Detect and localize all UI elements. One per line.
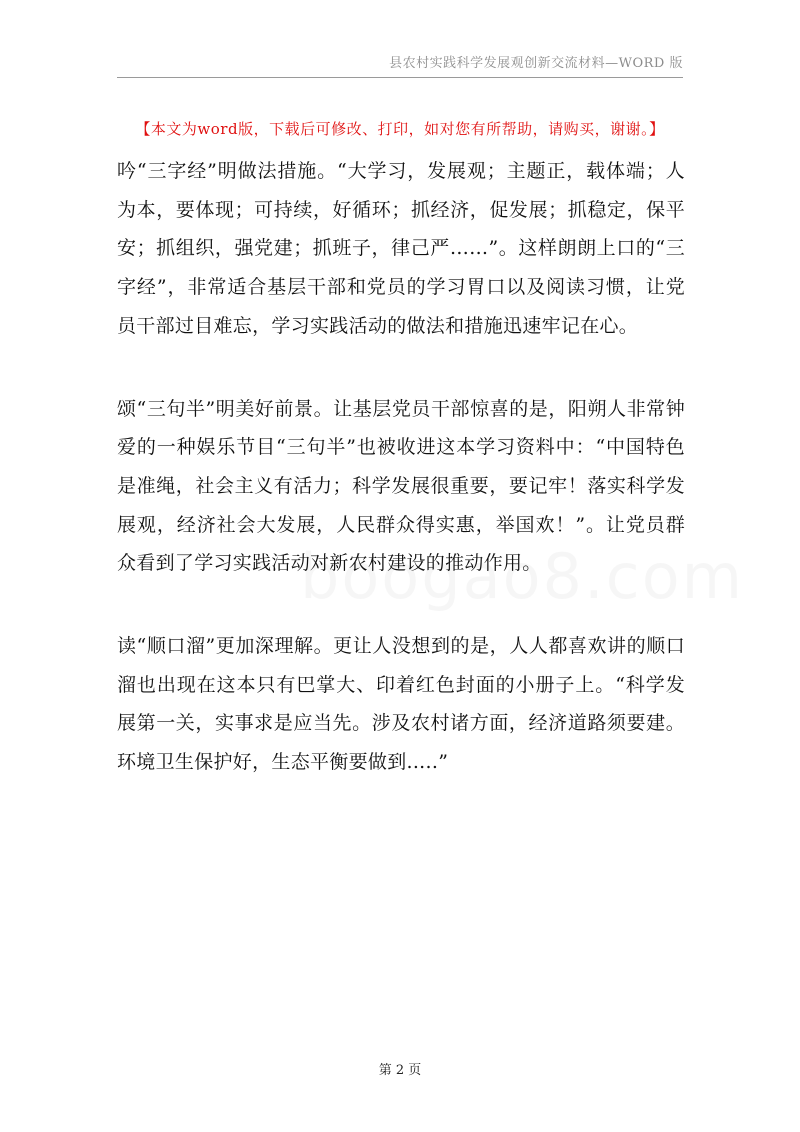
page-number: 第 2 页 <box>378 1063 422 1078</box>
paragraph-shunkouliu: 读“顺口溜”更加深理解。更让人没想到的是，人人都喜欢讲的顺口溜也出现在这本只有巴掌大、印着红色封面的小册子上。“科学发展第一关，实事求是应当先。涉及农村诸方面，经济道路须要建。环境卫生保护好，生态平衡要做到.....” <box>117 635 685 774</box>
paragraph-sanzijing: 吟“三字经”明做法措施。“大学习，发展观；主题正，载体端；人为本，要体现；可持续，好循环；抓经济，促发展；抓稳定，保平安；抓组织，强党建；抓班子，律己严……”。这样朗朗上口的“三字经”，非常适合基层干部和党员的学习胃口以及阅读习惯，让党员干部过目难忘，学习实践活动的做法和措施迅速牢记在心。 <box>117 160 685 337</box>
purchase-notice: 【本文为word版，下载后可修改、打印，如对您有所帮助，请购买，谢谢。】 <box>135 120 665 138</box>
paragraph-sanjuban: 颂“三句半”明美好前景。让基层党员干部惊喜的是，阳朔人非常钟爱的一种娱乐节目“三句半”也被收进这本学习资料中：“中国特色是准绳，社会主义有活力；科学发展很重要，要记牢！落实科学发展观，经济社会大发展，人民群众得实惠，举国欢！”。让党员群众看到了学习实践活动对新农村建设的推动作用。 <box>117 397 685 575</box>
document-body <box>117 152 685 826</box>
page-header-title: 县农村实践科学发展观创新交流材料—WORD 版 <box>389 56 683 71</box>
header-divider <box>117 77 683 78</box>
